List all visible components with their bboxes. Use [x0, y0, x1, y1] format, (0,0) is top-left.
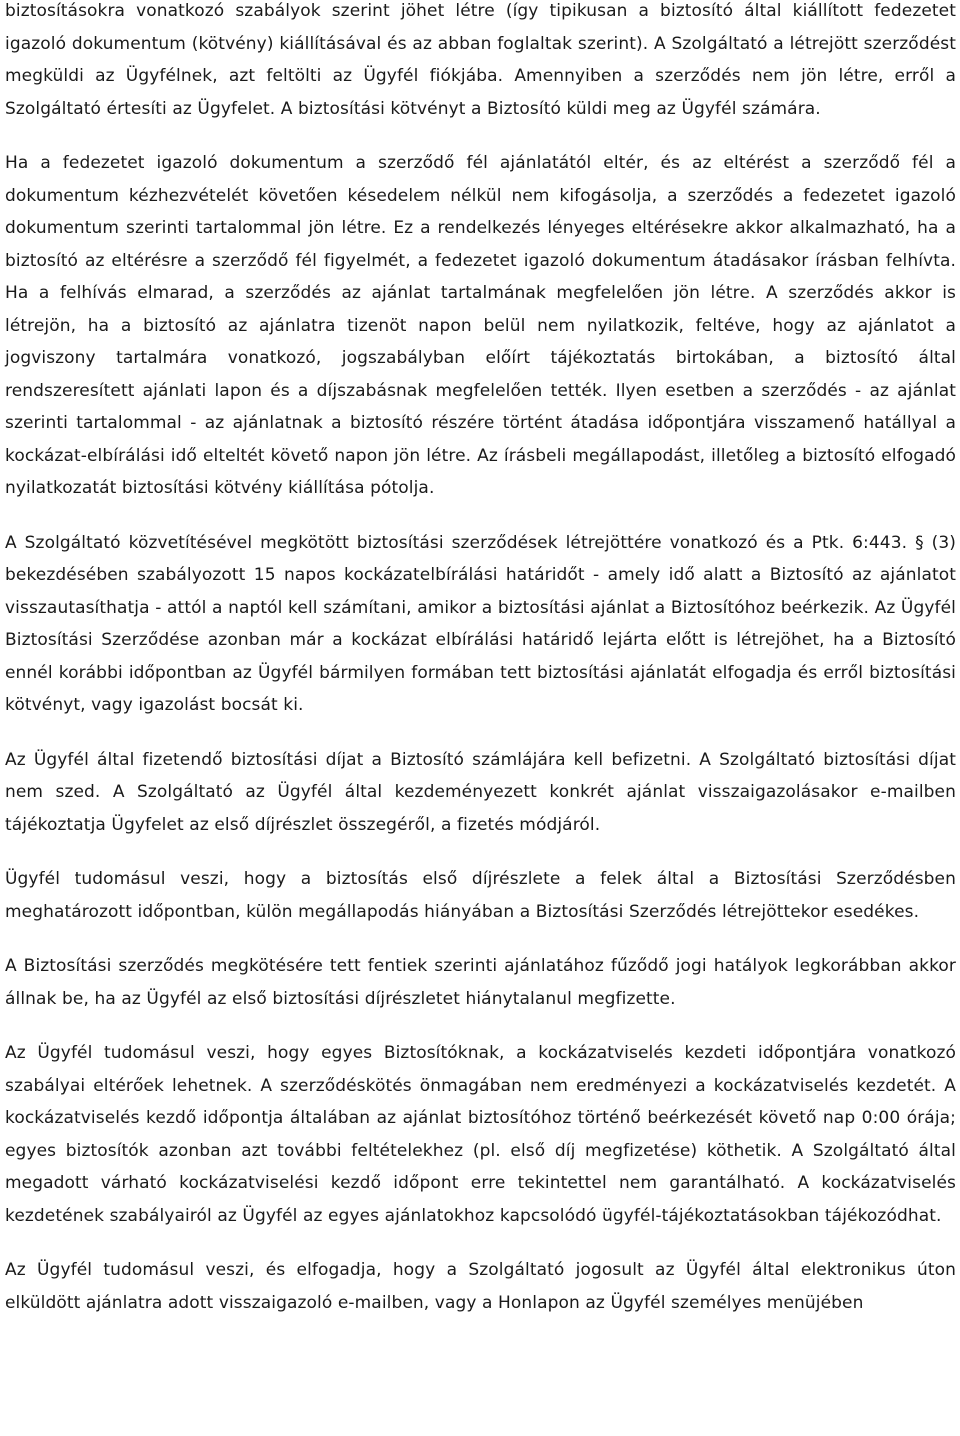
paragraph-risk-bearing-start: Az Ügyfél tudomásul veszi, hogy egyes Biztosítóknak, a kockázatviselés kezdeti időpontjára vonatkozó szabályai eltérőek lehetnek. A szerződéskötés önmagában nem eredményezi a kockázatviselés kezdetét. A kockázatviselés kezdő időpontja általában az ajánlat biztosítóhoz történő beérkezését követő nap 0:00 órája; egyes biztosítók azonban azt további feltételekhez (pl. első díj megfizetése) köthetik. A Szolgáltató által megadott várható kockázatviselési kezdő időpont erre tekintettel nem garantálható. A kockázatviselés kezdetének szabályairól az Ügyfél az egyes ajánlatokhoz kapcsolódó ügyfél-tájékoztatásokban tájékozódhat.: [5, 1043, 956, 1226]
paragraph-risk-assessment-deadline: A Szolgáltató közvetítésével megkötött biztosítási szerződések létrejöttére vonatkozó és a Ptk. 6:443. § (3) bekezdésében szabályozott 15 napos kockázatelbírálási határidőt - amely idő alatt a Biztosító az ajánlatot visszautasíthatja - attól a naptól kell számítani, amikor a biztosítási ajánlat a Biztosítóhoz beérkezik. Az Ügyfél Biztosítási Szerződése azonban már a kockázat elbírálási határidő lejárta előtt is létrejöhet, ha a Biztosító ennél korábbi időpontban az Ügyfél bármilyen formában tett biztosítási ajánlatát elfogadja és erről biztosítási kötvényt, vagy igazolást bocsát ki.: [5, 532, 956, 715]
paragraph-spacer: [5, 125, 956, 147]
paragraph-first-installment-due: Ügyfél tudomásul veszi, hogy a biztosítás első díjrészlete a felek által a Biztosítási Szerződésben meghatározott időpontban, külön megállapodás hiányában a Biztosítási Szerződés létrejöttekor esedékes.: [5, 869, 956, 922]
paragraph-coverage-document-deviation: Ha a fedezetet igazoló dokumentum a szerződő fél ajánlatától eltér, és az eltérést a szerződő fél a dokumentum kézhezvételét követően késedelem nélkül nem kifogásolja, a szerződés a fedezetet igazoló dokumentum szerinti tartalommal jön létre. Ez a rendelkezés lényeges eltérésekre akkor alkalmazható, ha a biztosító az eltérésre a szerződő fél figyelmét, a fedezetet igazoló dokumentum átadásakor írásban felhívta. Ha a felhívás elmarad, a szerződés az ajánlat tartalmának megfelelően jön létre. A szerződés akkor is létrejön, ha a biztosító az ajánlatra tizenöt napon belül nem nyilatkozik, feltéve, hogy az ajánlatot a jogviszony tartalmára vonatkozó, jogszabályban előírt tájékoztatás birtokában, a biztosító által rendszeresített ajánlati lapon és a díjszabásnak megfelelően tették. Ilyen esetben a szerződés - az ajánlat szerinti tartalommal - az ajánlatnak a biztosító részére történt átadása időpontjára visszamenő hatállyal a kockázat-elbírálási idő elteltét követő napon jön létre. Az írásbeli megállapodást, illetőleg a biztosító elfogadó nyilatkozatát biztosítási kötvény kiállítása pótolja.: [5, 153, 956, 498]
paragraph-contract-creation: biztosításokra vonatkozó szabályok szerint jöhet létre (így tipikusan a biztosító által kiállított fedezetet igazoló dokumentum (kötvény) kiállításával és az abban foglaltak szerint). A Szolgáltató a létrejött szerződést megküldi az Ügyfélnek, azt feltölti az Ügyfél fiókjába. Amennyiben a szerződés nem jön létre, erről a Szolgáltató értesíti az Ügyfelet. A biztosítási kötvényt a Biztosító küldi meg az Ügyfél számára.: [5, 1, 956, 119]
paragraph-legal-effects: A Biztosítási szerződés megkötésére tett fentiek szerinti ajánlatához fűződő jogi hatályok legkorábban akkor állnak be, ha az Ügyfél az első biztosítási díjrészletet hiánytalanul megfizette.: [5, 956, 956, 1009]
paragraph-electronic-confirmation: Az Ügyfél tudomásul veszi, és elfogadja, hogy a Szolgáltató jogosult az Ügyfél által elektronikus úton elküldött ajánlatra adott visszaigazoló e-mailben, vagy a Honlapon az Ügyfél személyes menüjében: [5, 1260, 956, 1313]
paragraph-spacer: [5, 505, 956, 527]
paragraph-spacer: [5, 1232, 956, 1254]
paragraph-spacer: [5, 928, 956, 950]
paragraph-premium-payment: Az Ügyfél által fizetendő biztosítási díjat a Biztosító számlájára kell befizetni. A Szolgáltató biztosítási díjat nem szed. A Szolgáltató az Ügyfél által kezdeményezett konkrét ajánlat visszaigazolásakor e-mailben tájékoztatja Ügyfelet az első díjrészlet összegéről, a fizetés módjáról.: [5, 749, 956, 835]
paragraph-spacer: [5, 1015, 956, 1037]
paragraph-spacer: [5, 722, 956, 744]
paragraph-spacer: [5, 841, 956, 863]
